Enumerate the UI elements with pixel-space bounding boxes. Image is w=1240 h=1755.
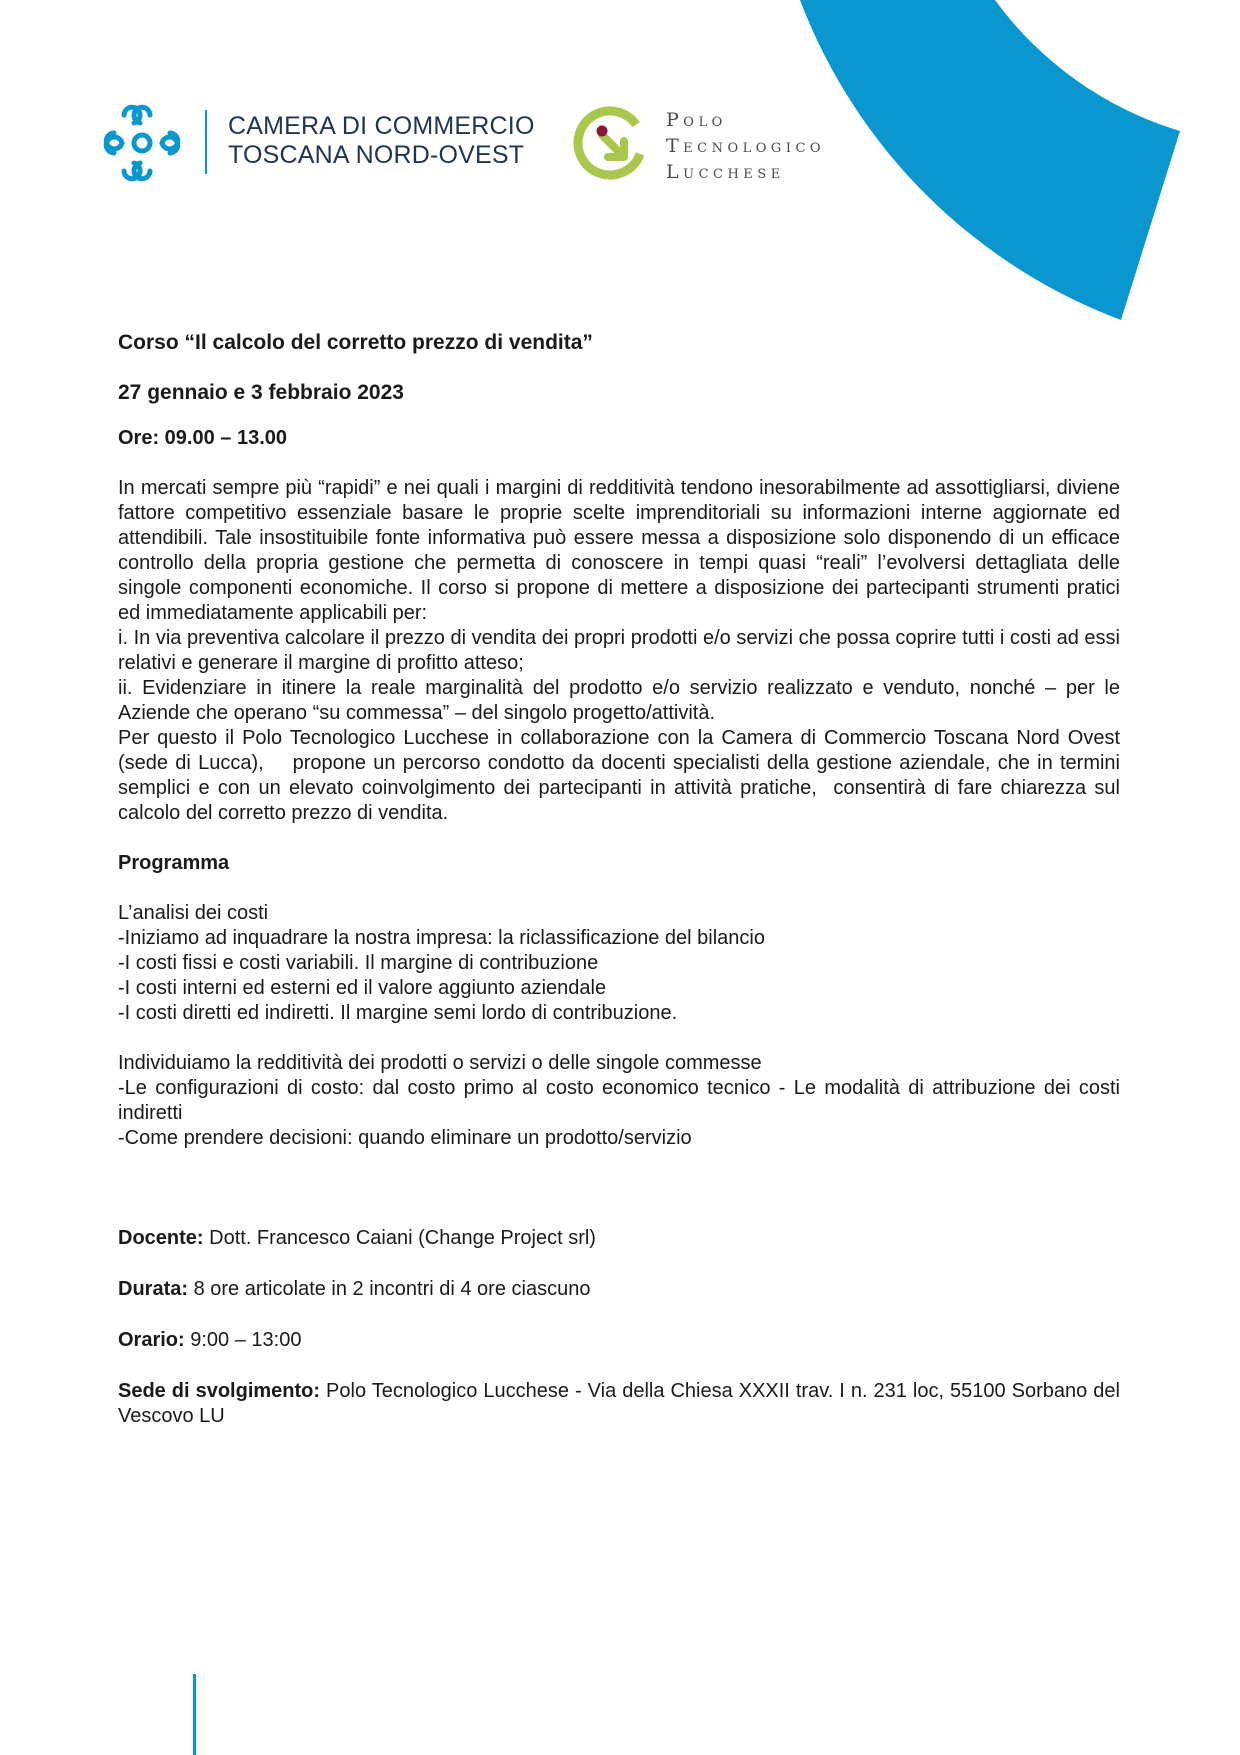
sede-line (118, 1379, 1120, 1429)
closing-paragraph: Per questo il Polo Tecnologico Lucchese in collaborazione con la Camera di Commercio Toscana Nord Ovest (sede di Lucca), propone un percorso condotto da docenti specialisti della gestione aziendale, che in termini semplici e con un elevato coinvolgimento dei partecipanti in attività pratiche, consentirà di fare chiarezza sul calcolo del corretto prezzo di vendita. (118, 727, 1126, 824)
orario-label: Orario: (118, 1329, 185, 1351)
durata-label: Durata: (118, 1278, 189, 1300)
point-i: i. In via preventiva calcolare il prezzo di vendita dei propri prodotti e/o servizi che possa coprire tutti i costi ad essi relativi e generare il margine di profitto atteso; (118, 627, 1120, 674)
polo-logo-line3: Lucchese (666, 161, 785, 183)
program-item: -Iniziamo ad inquadrare la nostra impresa: la riclassificazione del bilancio (118, 927, 765, 949)
course-dates: 27 gennaio e 3 febbraio 2023 (118, 381, 404, 404)
sede-label: Sede di svolgimento: (118, 1380, 321, 1402)
polo-logo-line2: Tecnologico (666, 135, 826, 157)
docente-label: Docente: (118, 1227, 204, 1249)
point-ii: ii. Evidenziare in itinere la reale marginalità del prodotto e/o servizio realizzato e venduto, nonché – per le Aziende che operano “su commessa” – del singolo progetto/attività. (118, 677, 1120, 724)
program-item: -I costi diretti ed indiretti. Il margine semi lordo di contribuzione. (118, 1002, 678, 1024)
page-header (0, 0, 1240, 330)
orario-value: 9:00 – 13:00 (184, 1329, 302, 1351)
docente-line (118, 1226, 1120, 1251)
durata-value: 8 ore articolate in 2 incontri di 4 ore ciascuno (188, 1278, 591, 1300)
footer-blue-line (193, 1674, 196, 1755)
program-item: -Le configurazioni di costo: dal costo primo al costo economico tecnico - Le modalità di attribuzione dei costi indiretti (118, 1077, 1120, 1124)
program-section1-heading: L’analisi dei costi (118, 902, 269, 924)
program-item: -I costi interni ed esterni ed il valore aggiunto aziendale (118, 977, 607, 999)
program-item: -I costi fissi e costi variabili. Il margine di contribuzione (118, 952, 599, 974)
program-section2-heading: Individuiamo la redditività dei prodotti o servizi o delle singole commesse (118, 1052, 762, 1074)
logo-divider (205, 110, 207, 174)
camera-logo-line2: TOSCANA NORD-OVEST (228, 141, 525, 169)
polo-tecnologico-name (666, 107, 825, 185)
camera-commercio-logo-icon (102, 103, 182, 183)
camera-logo-line1: CAMERA DI COMMERCIO (228, 112, 535, 140)
polo-tecnologico-logo-icon (572, 105, 648, 181)
sede-value: Polo Tecnologico Lucchese - Via della Chiesa XXXII trav. I n. 231 loc, 55100 Sorbano del Vescovo LU (118, 1380, 1120, 1427)
docente-value: Dott. Francesco Caiani (Change Project srl) (203, 1227, 596, 1249)
course-hours: Ore: 09.00 – 13.00 (118, 427, 288, 449)
intro-paragraph: In mercati sempre più “rapidi” e nei quali i margini di redditività tendono inesorabilmente ad assottigliarsi, diviene fattore competitivo essenziale basare le proprie scelte imprenditoriali su informazioni interne aggiornate ed attendibili. Tale insostituibile fonte informativa può essere messa a disposizione solo disponendo di un efficace controllo della propria gestione che permetta di conoscere in tempi quasi “reali” l’evolversi dettagliata delle singole componenti economiche. Il corso si propone di mettere a disposizione dei partecipanti strumenti pratici ed immediatamente applicabili per: (118, 477, 1120, 624)
camera-commercio-name (228, 112, 535, 170)
program-heading: Programma (118, 852, 230, 874)
polo-logo-line1: Polo (666, 109, 727, 131)
program-item: -Come prendere decisioni: quando eliminare un prodotto/servizio (118, 1127, 692, 1149)
orario-line (118, 1328, 1120, 1353)
durata-line (118, 1277, 1120, 1302)
document-body (118, 330, 1126, 1429)
course-title: Corso “Il calcolo del corretto prezzo di vendita” (118, 331, 593, 354)
